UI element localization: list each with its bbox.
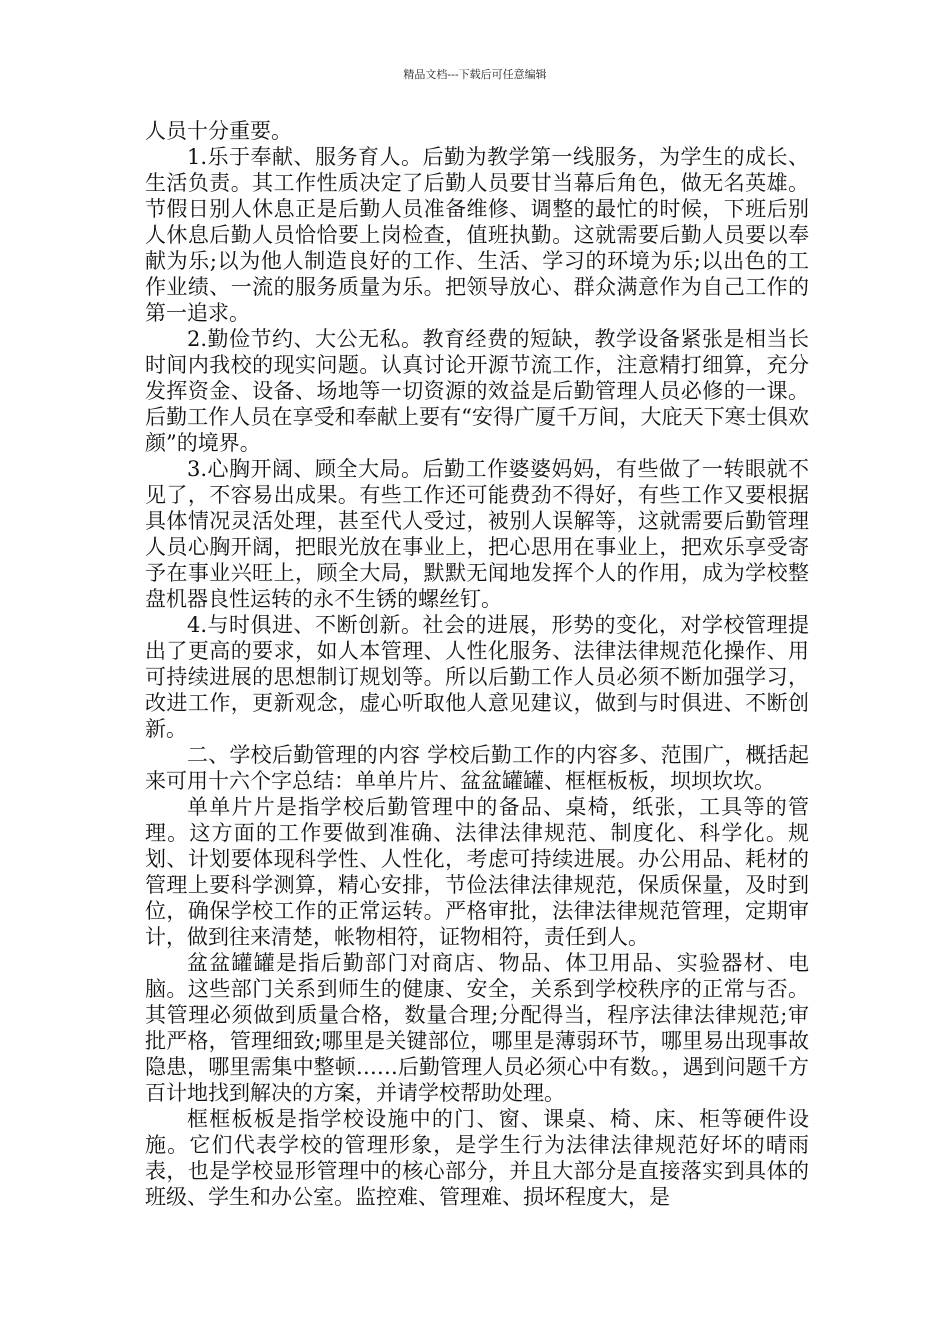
page-header: 精品文档---下载后可任意编辑 [403,68,547,81]
paragraph: 4.与时俱进、不断创新。社会的进展，形势的变化，对学校管理提出了更高的要求，如人本管理、人性化服务、法律法律规范化操作、用可持续进展的思想制订规划等。所以后勤工作人员必须不断加强学习，改进工作，更新观念，虚心听取他人意见建议，做到与时俱进、不断创新。 [145,613,809,741]
paragraph: 单单片片是指学校后勤管理中的备品、桌椅，纸张，工具等的管理。这方面的工作要做到准确、法律法律规范、制度化、科学化。规划、计划要体现科学性、人性化，考虑可持续进展。办公用品、耗材的管理上要科学测算，精心安排，节俭法律法律规范，保质保量，及时到位，确保学校工作的正常运转。严格审批，法律法律规范管理，定期审计，做到往来清楚，帐物相符，证物相符，责任到人。 [145,795,809,949]
paragraph: 框框板板是指学校设施中的门、窗、课桌、椅、床、柜等硬件设施。它们代表学校的管理形象，是学生行为法律法律规范好坏的晴雨表，也是学校显形管理中的核心部分，并且大部分是直接落实到具体的班级、学生和办公室。监控难、管理难、损坏程度大，是 [145,1107,809,1209]
paragraph: 人员十分重要。 [145,119,292,143]
paragraph: 3.心胸开阔、顾全大局。后勤工作婆婆妈妈，有些做了一转眼就不见了，不容易出成果。有些工作还可能费劲不得好，有些工作又要根据具体情况灵活处理，甚至代人受过，被别人误解等，这就需要后勤管理人员心胸开阔，把眼光放在事业上，把心思用在事业上，把欢乐享受寄予在事业兴旺上，顾全大局，默默无闻地发挥个人的作用，成为学校整盘机器良性运转的永不生锈的螺丝钉。 [145,457,809,611]
paragraph: 盆盆罐罐是指后勤部门对商店、物品、体卫用品、实验器材、电脑。这些部门关系到师生的健康、安全，关系到学校秩序的正常与否。其管理必须做到质量合格，数量合理;分配得当，程序法律法律规范;审批严格，管理细致;哪里是关键部位，哪里是薄弱环节，哪里易出现事故隐患，哪里需集中整顿……后勤管理人员必须心中有数。，遇到问题千方百计地找到解决的方案，并请学校帮助处理。 [145,951,809,1105]
section-heading-paragraph: 二、学校后勤管理的内容 学校后勤工作的内容多、范围广，概括起来可用十六个字总结：单单片片、盆盆罐罐、框框板板，坝坝坎坎。 [145,743,809,793]
paragraph: 1.乐于奉献、服务育人。后勤为教学第一线服务，为学生的成长、生活负责。其工作性质决定了后勤人员要甘当幕后角色，做无名英雄。节假日别人休息正是后勤人员准备维修、调整的最忙的时候，下班后别人休息后勤人员恰恰要上岗检查，值班执勤。这就需要后勤人员要以奉献为乐;以为他人制造良好的工作、生活、学习的环境为乐;以出色的工作业绩、一流的服务质量为乐。把领导放心、群众满意作为自己工作的第一追求。 [145,145,809,325]
paragraph: 2.勤俭节约、大公无私。教育经费的短缺，教学设备紧张是相当长时间内我校的现实问题。认真讨论开源节流工作，注意精打细算，充分发挥资金、设备、场地等一切资源的效益是后勤管理人员必修的一课。后勤工作人员在享受和奉献上要有“安得广厦千万间，大庇天下寒士俱欢颜”的境界。 [145,327,809,455]
document-body [145,118,809,1210]
